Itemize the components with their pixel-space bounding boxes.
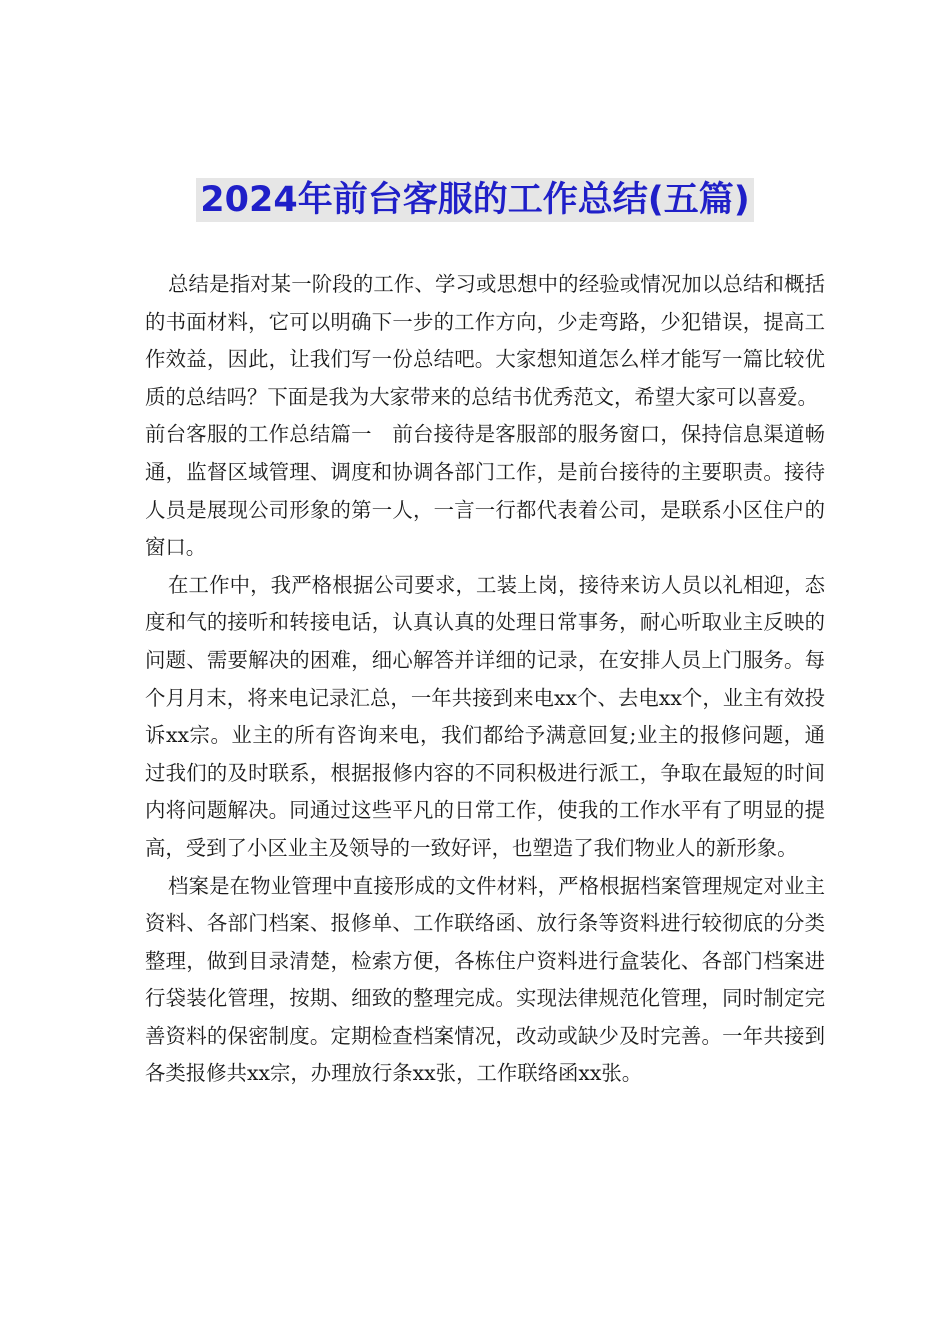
archive-paragraph: 档案是在物业管理中直接形成的文件材料，严格根据档案管理规定对业主资料、各部门档案、报修单、工作联络函、放行条等资料进行较彻底的分类整理，做到目录清楚，检索方便，各栋住户资料进行盒装化、各部门档案进行袋装化管理，按期、细致的整理完成。实现法律规范化管理，同时制定完善资料的保密制度。定期检查档案情况，改动或缺少及时完善。一年共接到各类报修共xx宗，办理放行条xx张，工作联络函xx张。	[145, 873, 825, 1086]
section-one-paragraph: 前台客服的工作总结篇一 前台接待是客服部的服务窗口，保持信息渠道畅通，监督区域管理、调度和协调各部门工作，是前台接待的主要职责。接待人员是展现公司形象的第一人，一言一行都代表着公司，是联系小区住户的窗口。	[145, 422, 825, 560]
document-title: 2024年前台客服的工作总结(五篇)	[196, 178, 753, 222]
document-body	[145, 266, 825, 1093]
title-container	[0, 178, 950, 222]
intro-paragraph: 总结是指对某一阶段的工作、学习或思想中的经验或情况加以总结和概括的书面材料，它可以明确下一步的工作方向，少走弯路，少犯错误，提高工作效益，因此，让我们写一份总结吧。大家想知道怎么样才能写一篇比较优质的总结吗？下面是我为大家带来的总结书优秀范文，希望大家可以喜爱。	[145, 272, 825, 409]
work-paragraph: 在工作中，我严格根据公司要求，工装上岗，接待来访人员以礼相迎，态度和气的接听和转接电话，认真认真的处理日常事务，耐心听取业主反映的问题、需要解决的困难，细心解答并详细的记录，在安排人员上门服务。每个月月末，将来电记录汇总，一年共接到来电xx个、去电xx个，业主有效投诉xx宗。业主的所有咨询来电，我们都给予满意回复;业主的报修问题，通过我们的及时联系，根据报修内容的不同积极进行派工，争取在最短的时间内将问题解决。同通过这些平凡的日常工作，使我的工作水平有了明显的提高，受到了小区业主及领导的一致好评，也塑造了我们物业人的新形象。	[145, 572, 825, 860]
